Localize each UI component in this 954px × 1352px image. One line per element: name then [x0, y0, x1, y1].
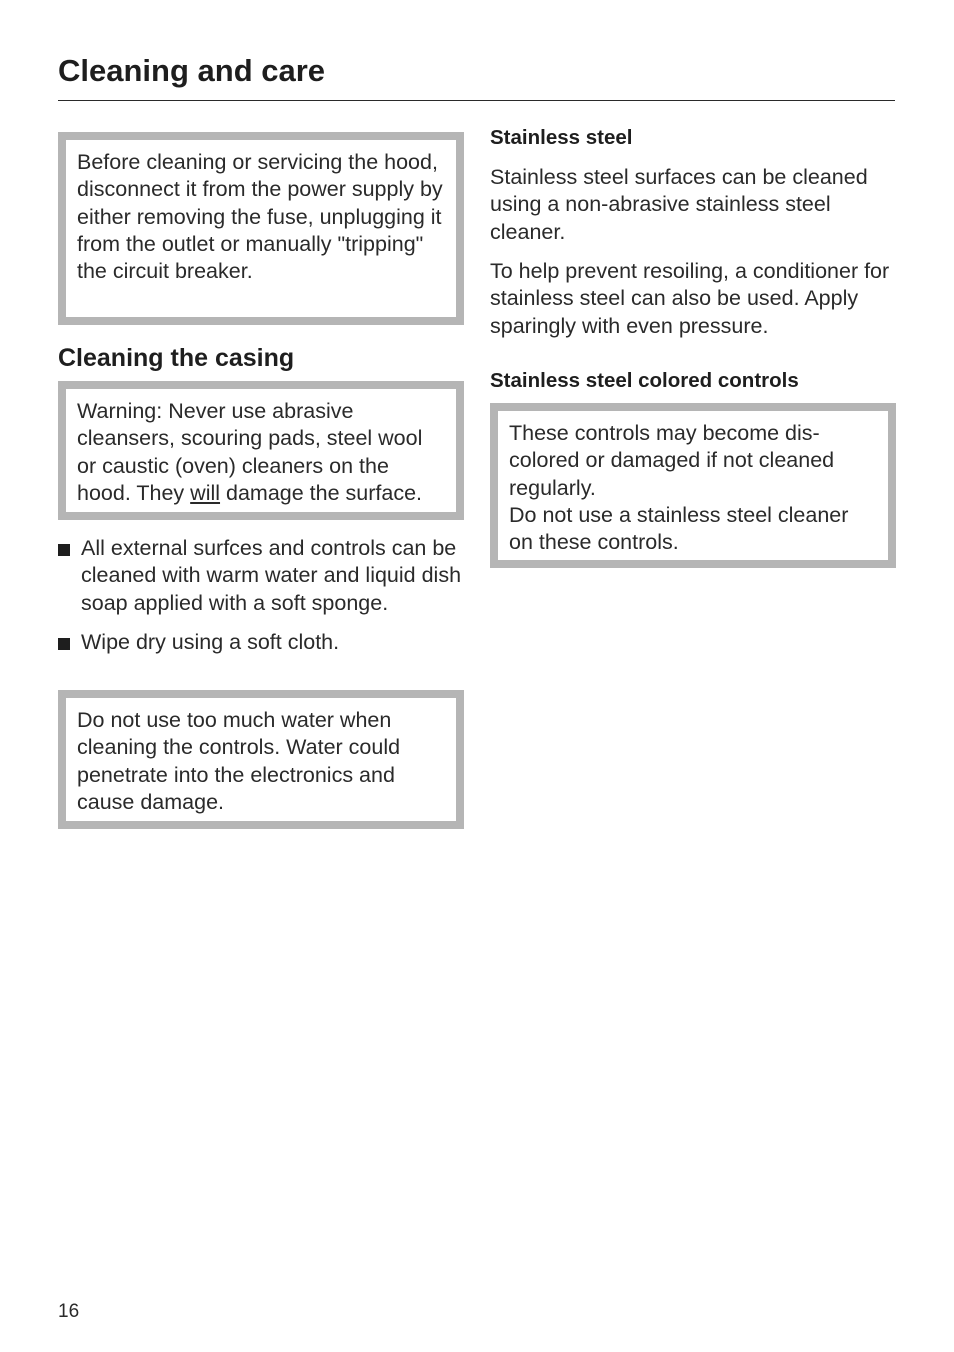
- stainless-steel-paragraph-2: To help prevent resoiling, a conditioner for stainless steel can also be used. Apply sparingly with even pressure.: [490, 259, 890, 338]
- water-caution-box: [58, 690, 464, 829]
- water-caution-text: Do not use too much water when cleaning the controls. Water could penetrate into the electronics and cause damage.: [77, 708, 401, 814]
- stainless-steel-heading: Stainless steel: [490, 126, 633, 149]
- list-item: [58, 629, 464, 656]
- colored-controls-note-line-2: Do not use a stainless steel cleaner on these controls.: [509, 502, 849, 555]
- warning-text-before: Warning: Never use abrasive cleansers, scouring pads, steel wool or caustic (oven) cleaners on the hood. They: [77, 399, 423, 505]
- warning-text-after: damage the surface.: [220, 480, 423, 505]
- list-item-text: Wipe dry using a soft cloth.: [81, 629, 340, 654]
- page-title: Cleaning and care: [58, 53, 326, 88]
- abrasive-warning-box: [58, 381, 464, 520]
- cleaning-steps-list: [58, 535, 464, 656]
- page-number: 16: [58, 1301, 80, 1322]
- cleaning-casing-heading: Cleaning the casing: [58, 344, 295, 372]
- list-item: [58, 535, 464, 617]
- colored-controls-heading: Stainless steel colored controls: [490, 369, 799, 392]
- square-bullet-icon: [58, 544, 70, 556]
- list-item-text: All external surfces and controls can be cleaned with warm water and liquid dish soap applied with a soft sponge.: [81, 536, 462, 615]
- square-bullet-icon: [58, 638, 70, 650]
- power-disconnect-notice: [58, 132, 464, 325]
- colored-controls-note: [490, 403, 896, 568]
- power-disconnect-text: Before cleaning or servicing the hood, disconnect it from the power supply by either removing the fuse, unplugging it from the outlet or manually "tripping" the circuit breaker.: [77, 150, 443, 284]
- warning-emphasis: will: [190, 480, 221, 505]
- abrasive-warning-text: [77, 398, 446, 507]
- title-divider: [58, 100, 895, 101]
- stainless-steel-paragraph-1: Stainless steel surfaces can be cleaned using a non-abrasive stainless steel cleaner.: [490, 165, 868, 244]
- colored-controls-note-line-1: These controls may become dis-colored or damaged if not cleaned regularly.: [509, 421, 835, 500]
